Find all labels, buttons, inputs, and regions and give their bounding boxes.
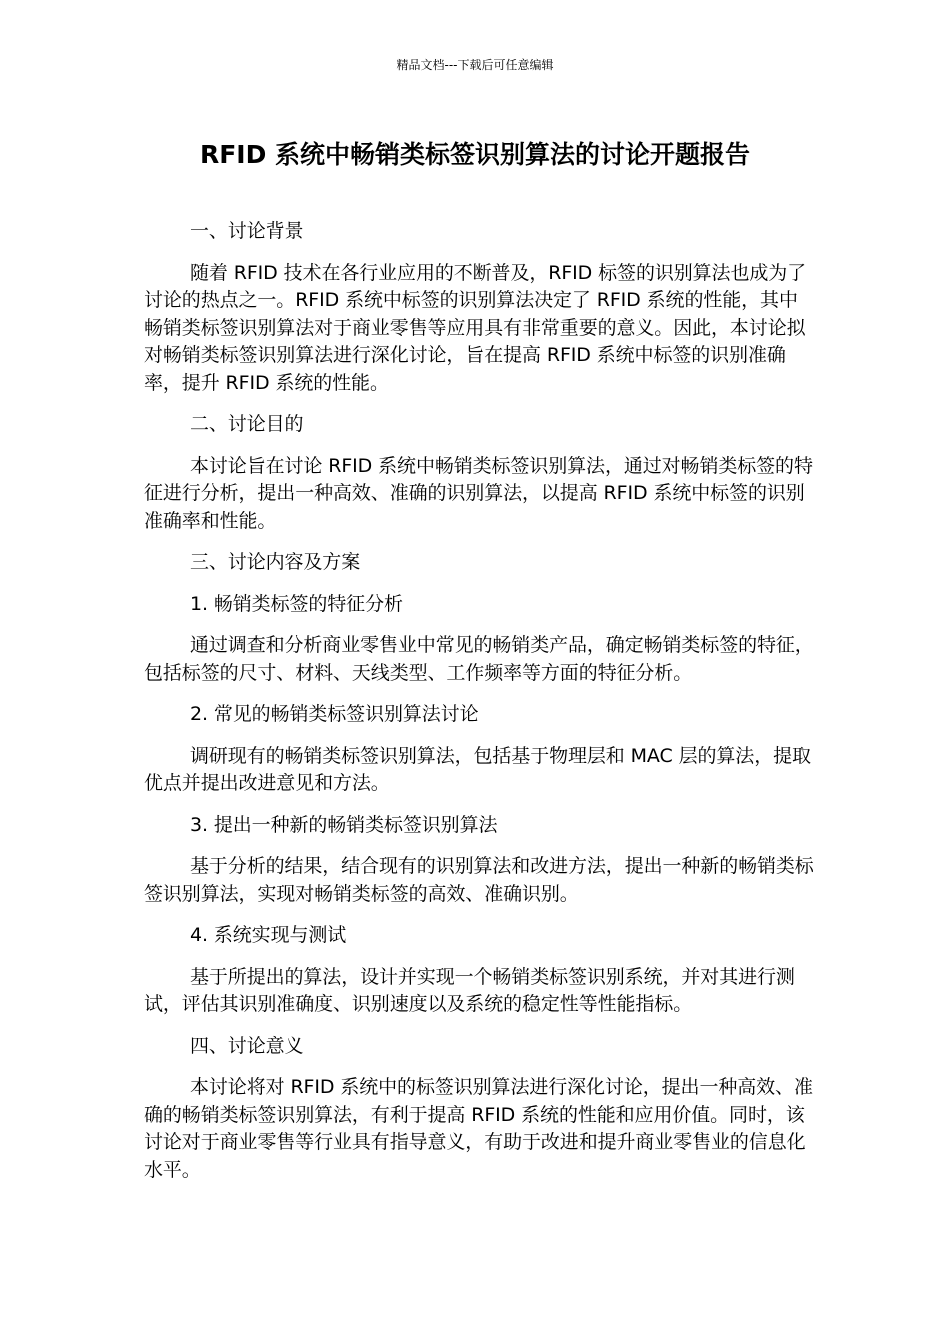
paragraph-feature-analysis: 通过调查和分析商业零售业中常见的畅销类产品，确定畅销类标签的特征，包括标签的尺寸、材料、天线类型、工作频率等方面的特征分析。 — [144, 634, 814, 684]
paragraph-implementation-testing: 基于所提出的算法，设计并实现一个畅销类标签识别系统，并对其进行测试，评估其识别准确度、识别速度以及系统的稳定性等性能指标。 — [144, 965, 795, 1015]
subheading-new-algorithm: 3. 提出一种新的畅销类标签识别算法 — [190, 813, 498, 836]
section-heading-background: 一、讨论背景 — [190, 220, 304, 242]
section-heading-content: 三、讨论内容及方案 — [190, 551, 361, 573]
section-heading-purpose: 二、讨论目的 — [190, 413, 304, 435]
paragraph-significance: 本讨论将对 RFID 系统中的标签识别算法进行深化讨论，提出一种高效、准确的畅销类标签识别算法，有利于提高 RFID 系统的性能和应用价值。同时，该讨论对于商业零售等行业具有指导意义，有助于改进和提升商业零售业的信息化水平。 — [144, 1076, 813, 1181]
subheading-existing-algorithms: 2. 常见的畅销类标签识别算法讨论 — [190, 703, 479, 725]
paragraph-purpose: 本讨论旨在讨论 RFID 系统中畅销类标签识别算法，通过对畅销类标签的特征进行分析，提出一种高效、准确的识别算法，以提高 RFID 系统中标签的识别准确率和性能。 — [144, 454, 813, 532]
document-body — [144, 218, 816, 1198]
header-note: 精品文档---下载后可任意编辑 — [396, 58, 554, 72]
subheading-feature-analysis: 1. 畅销类标签的特征分析 — [190, 592, 403, 615]
document-title: RFID 系统中畅销类标签识别算法的讨论开题报告 — [199, 140, 751, 169]
section-heading-significance: 四、讨论意义 — [190, 1034, 304, 1057]
subheading-implementation-testing: 4. 系统实现与测试 — [190, 924, 347, 946]
paragraph-existing-algorithms: 调研现有的畅销类标签识别算法，包括基于物理层和 MAC 层的算法，提取优点并提出改进意见和方法。 — [144, 744, 811, 794]
paragraph-new-algorithm: 基于分析的结果，结合现有的识别算法和改进方法，提出一种新的畅销类标签识别算法，实现对畅销类标签的高效、准确识别。 — [144, 855, 814, 905]
paragraph-background: 随着 RFID 技术在各行业应用的不断普及，RFID 标签的识别算法也成为了讨论的热点之一。RFID 系统中标签的识别算法决定了 RFID 系统的性能，其中畅销类标签识别算法对于商业零售等应用具有非常重要的意义。因此，本讨论拟对畅销类标签识别算法进行深化讨论，旨在提高 RFID 系统中标签的识别准确率，提升 RFID 系统的性能。 — [144, 261, 807, 394]
